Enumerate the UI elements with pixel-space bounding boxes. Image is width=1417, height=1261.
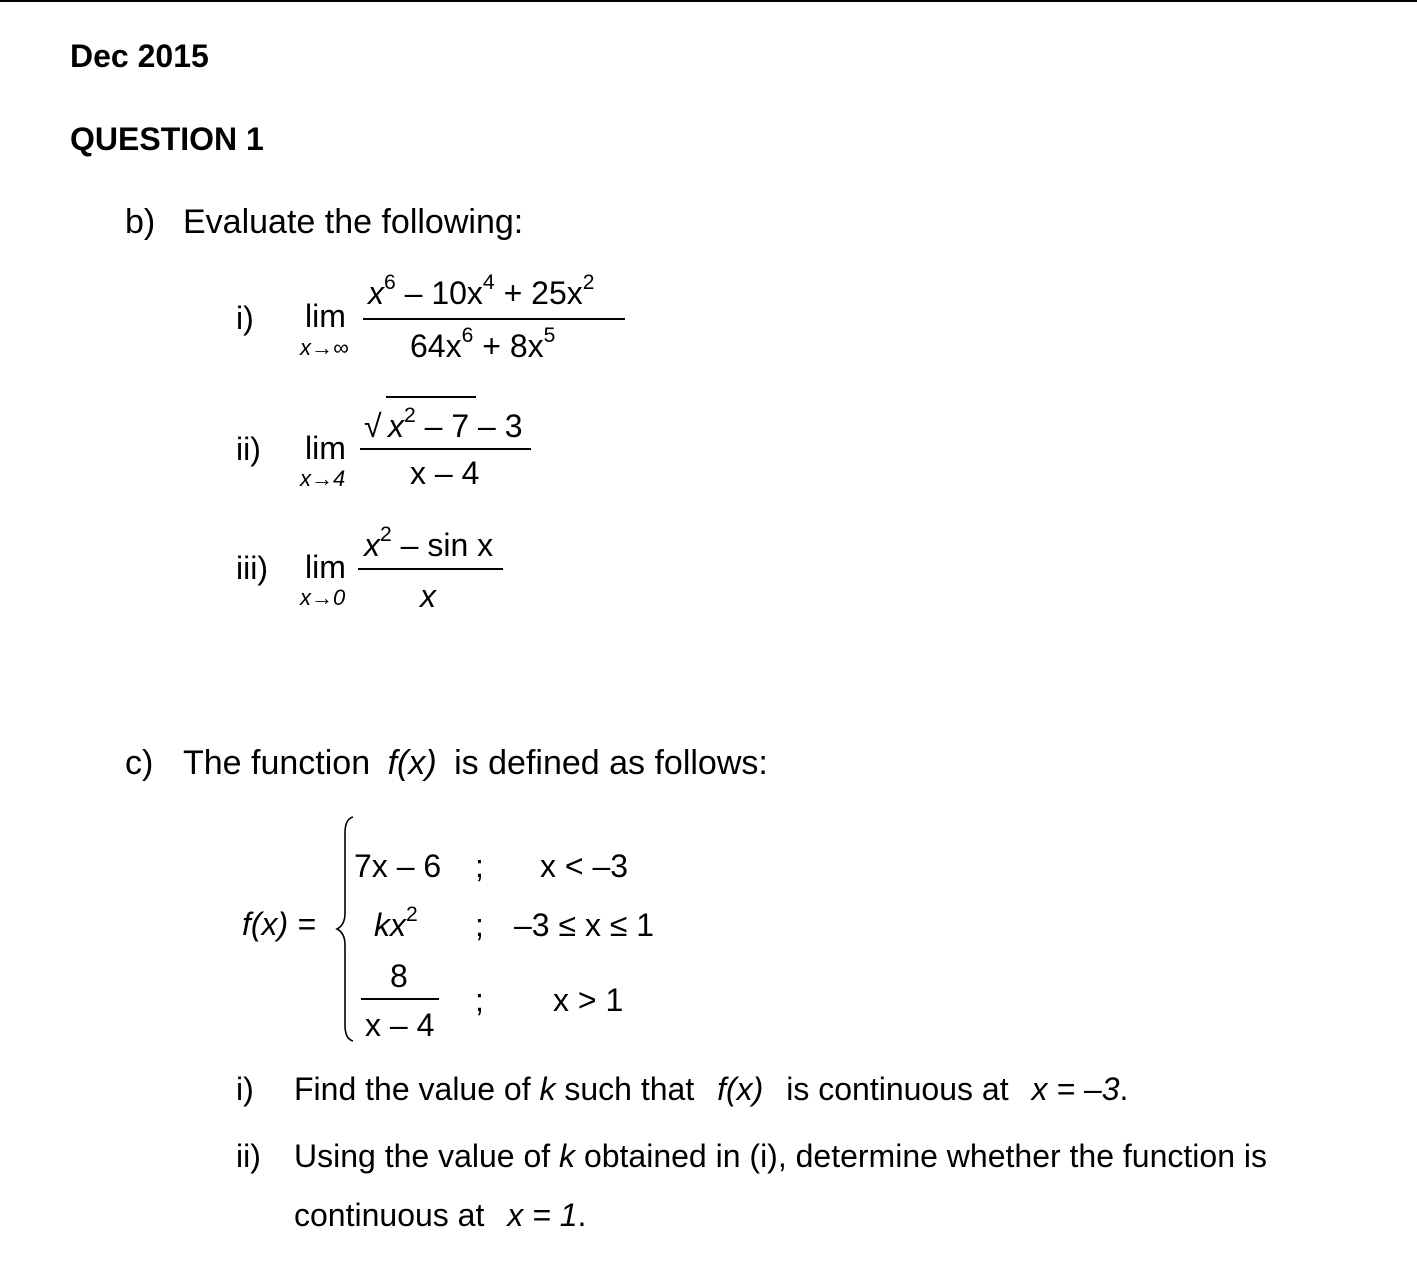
part-c-label: c) xyxy=(125,744,154,782)
condition: x = –3 xyxy=(1031,1071,1120,1107)
sqrt-symbol: √ xyxy=(364,408,382,444)
lim-approach: x→0 xyxy=(300,585,346,610)
variable-k: k xyxy=(559,1138,576,1174)
text: such that xyxy=(564,1071,695,1107)
text: Using the value of xyxy=(294,1138,551,1174)
text: . xyxy=(577,1197,587,1233)
text: continuous at xyxy=(294,1197,485,1233)
exponent: 2 xyxy=(406,903,418,927)
exponent: 4 xyxy=(482,271,495,295)
part-c-prompt xyxy=(183,744,768,783)
numerator xyxy=(368,271,595,312)
term: kx xyxy=(374,907,406,943)
case-condition: x > 1 xyxy=(553,982,624,1018)
case-expression xyxy=(374,903,418,944)
text: obtained in (i), determine whether the function is xyxy=(583,1138,1267,1174)
part-b-label: b) xyxy=(125,203,156,241)
fraction-bar xyxy=(360,448,531,450)
term: 64x xyxy=(410,328,462,364)
case-condition: x < –3 xyxy=(540,848,629,884)
function-name: f(x) xyxy=(717,1071,764,1107)
case-expression: 7x – 6 xyxy=(354,848,442,884)
exponent: 2 xyxy=(380,523,392,547)
condition: x = 1 xyxy=(507,1197,578,1233)
variable-k: k xyxy=(539,1071,556,1107)
exponent: 2 xyxy=(404,404,416,428)
denominator xyxy=(410,324,556,365)
numerator xyxy=(388,404,523,445)
case-separator: ; xyxy=(475,982,484,1018)
fraction-bar xyxy=(358,568,503,570)
item-label: i) xyxy=(236,1071,254,1107)
item-label: ii) xyxy=(236,431,261,467)
question-text xyxy=(294,1071,1128,1108)
question-text-line2 xyxy=(294,1197,586,1234)
case-separator: ; xyxy=(475,848,484,884)
lim-operator: lim xyxy=(305,430,346,466)
case-condition: –3 ≤ x ≤ 1 xyxy=(514,907,655,943)
term: – 10x xyxy=(404,275,483,311)
case-fraction-numerator: 8 xyxy=(390,958,408,994)
case-fraction-denominator: x – 4 xyxy=(365,1007,435,1043)
fraction-bar xyxy=(361,998,439,1000)
term: x xyxy=(368,275,384,311)
part-b-prompt: Evaluate the following: xyxy=(183,203,524,241)
exponent: 2 xyxy=(582,271,595,295)
prompt-text: is defined as follows: xyxy=(454,744,768,782)
term: + 8x xyxy=(482,328,544,364)
term: – 3 xyxy=(478,408,523,444)
text: . xyxy=(1119,1071,1129,1107)
item-label: ii) xyxy=(236,1138,261,1174)
fraction-bar xyxy=(363,318,625,320)
numerator xyxy=(364,523,494,564)
denominator: x – 4 xyxy=(410,455,480,491)
lim-approach: x→∞ xyxy=(300,335,349,360)
lim-operator: lim xyxy=(305,298,346,334)
exponent: 6 xyxy=(384,271,396,295)
question-title: QUESTION 1 xyxy=(70,121,264,157)
item-label: iii) xyxy=(236,550,268,586)
term: – 7 xyxy=(424,408,470,444)
sqrt-vinculum xyxy=(386,396,476,398)
function-lhs: f(x) = xyxy=(242,906,316,942)
prompt-text: The function xyxy=(183,744,371,782)
term: x xyxy=(388,408,404,444)
function-name: f(x) xyxy=(387,744,437,782)
text: is continuous at xyxy=(786,1071,1009,1107)
term: – sin x xyxy=(400,527,494,563)
lim-approach: x→4 xyxy=(300,466,346,491)
term: x xyxy=(364,527,380,563)
exam-date: Dec 2015 xyxy=(70,38,209,74)
item-label: i) xyxy=(236,300,254,336)
top-rule xyxy=(0,0,1417,2)
text: Find the value of xyxy=(294,1071,531,1107)
lim-operator: lim xyxy=(305,549,346,585)
term: + 25x xyxy=(503,275,583,311)
question-text xyxy=(294,1138,1267,1175)
exponent: 5 xyxy=(543,324,556,348)
denominator: x xyxy=(420,578,436,614)
exponent: 6 xyxy=(461,324,474,348)
case-separator: ; xyxy=(475,907,484,943)
